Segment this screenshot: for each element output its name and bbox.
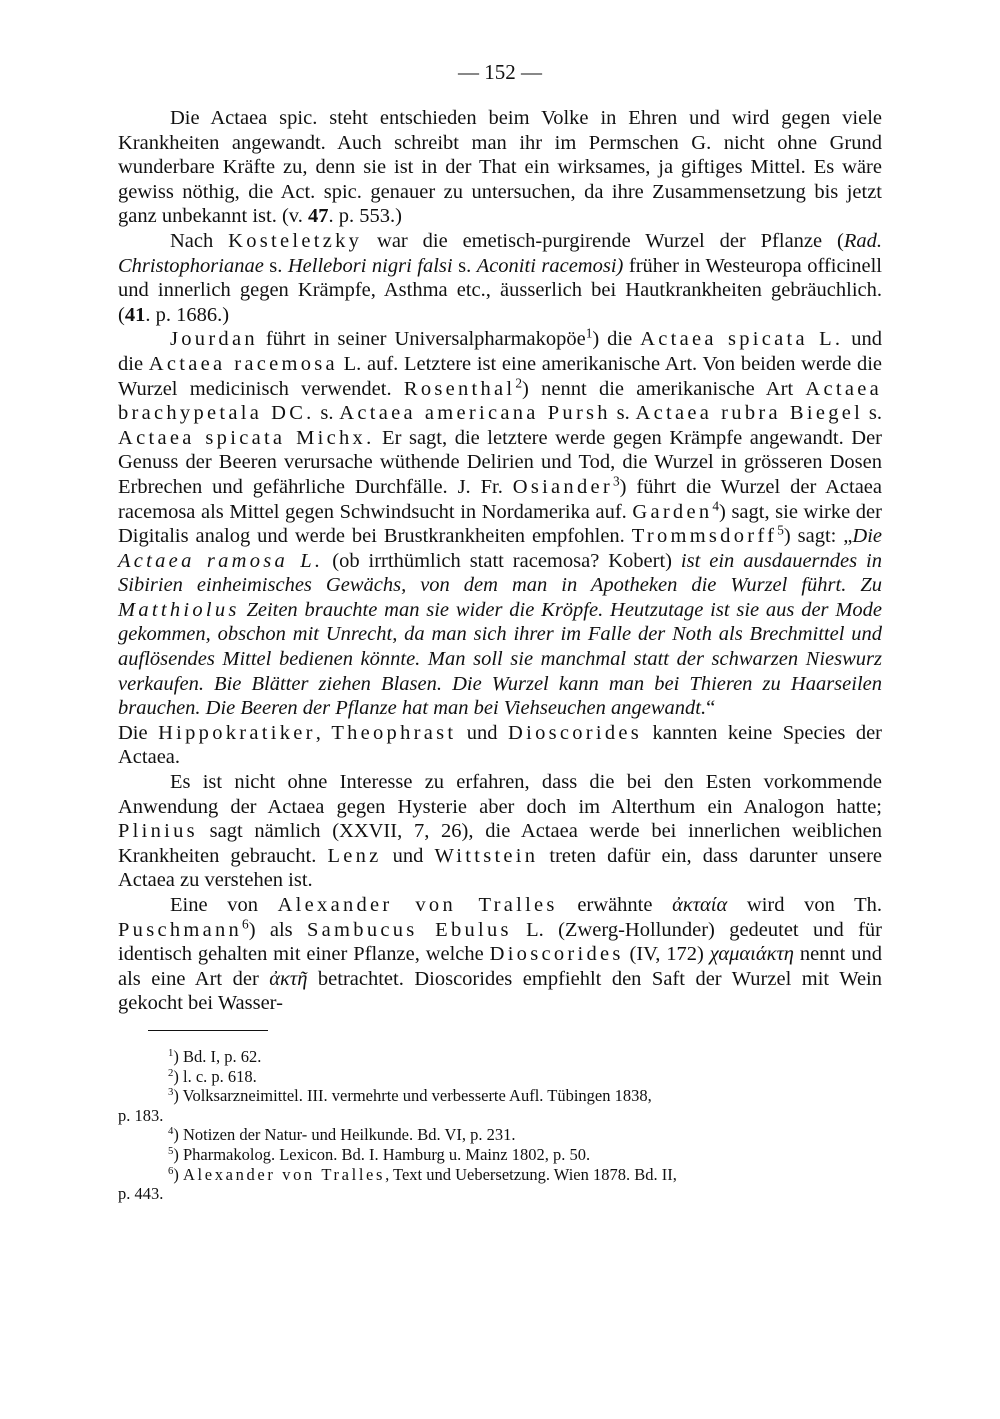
paragraph-3 [118,327,882,721]
page-number: — 152 — [458,60,542,84]
footnote-continuation: p. 443. [118,1184,164,1204]
text: L. (Zwerg-Hollunder) gedeutet und für identisch gehalten mit einer Pflanze, welche [118,918,882,966]
footnote-number: 2 [168,1066,174,1079]
footnote-number: 3 [168,1086,174,1099]
footnote-marker: 2 [515,375,523,391]
author-name: Plinius [118,820,198,843]
author-name: Theophrast [331,721,457,744]
footnote-text: ) Bd. I, p. 62. [173,1046,262,1066]
species-name: Actaea spicata Michx. [118,426,375,449]
text: war die emetisch-purgirende Wurzel der Pflanze ( [362,229,844,252]
species-name: Actaea ramosa L. [118,549,324,572]
text: führt in seiner Universalpharmakopöe [257,328,586,351]
reference-number: 47 [307,205,329,228]
author-name: Alexander von Tralles [182,1164,386,1184]
text: kannten keine Species der Actaea. [118,721,882,769]
text: s. [314,402,340,425]
author-name: Jourdan [170,328,258,351]
text: (IV, 172) [623,943,710,966]
species-name: Actaea americana Pursh [339,402,611,425]
author-name: Rosenthal [403,377,516,400]
greek-word: ἀκτῆ [269,967,308,990]
text: ) nennt die amerikanische Art [522,377,806,400]
greek-word: χαμαιάκτη [709,943,794,966]
latin-name: Rad. Christophorianae [118,229,882,277]
footnote [118,1047,882,1067]
latin-name: Aconiti racemosi) [476,254,624,277]
author-name: Hippokratiker [158,721,316,744]
species-name: Actaea rubra Biegel [635,402,864,425]
text: Er sagt, die letztere werde gegen Krämpfe angewandt. Der Genuss der Beeren verursache wüthende Delirien und Tod, die Wurzel in grösseren Dosen Erbrechen und gefährliche Durchfälle. J. Fr. [118,426,882,498]
author-name: Kosteletzky [228,229,363,252]
text: erwähnte [557,894,673,916]
greek-word: ἀκταία [672,894,728,916]
footnote [118,1067,882,1087]
author-name: Osiander [512,475,613,498]
footnote [118,1145,882,1165]
footnote-continuation: p. 183. [118,1105,164,1125]
text: s. [452,254,477,277]
author-name: Dioscorides [489,943,624,966]
text: treten dafür ein, dass darunter unsere Actaea zu verstehen ist. [118,844,882,892]
footnote-number: 6 [168,1164,174,1177]
text: ) sagt: „ [783,525,853,548]
quoted-text: Die [852,525,882,548]
latin-name: Hellebori nigri falsi [287,254,453,277]
author-name: Trommsdorff [631,525,778,548]
text: früher in Westeuropa officinell und innerlich gegen Krämpfe, Asthma etc., äusserlich bei Hautkrankheiten gebräuchlich. ( [118,254,882,326]
text: . p. 553.) [328,205,402,228]
main-text [118,106,882,1016]
text: “ [706,697,716,720]
text: Eine von [170,894,278,916]
text: , [315,721,332,744]
author-name: Dioscorides [508,721,643,744]
text: (ob irrthümlich statt racemosa? Kobert) [323,549,681,572]
text: sagt nämlich (XXVII, 7, 26), die Actaea werde bei innerlichen weiblichen Krankheiten gebraucht. [118,820,882,867]
text: Es ist nicht ohne Interesse zu erfahren, dass die bei den Esten vorkommende Anwendung der Actaea gegen Hysterie aber doch im Alterthum ein Analogon hatte; [118,771,882,818]
paragraph-5 [118,770,882,893]
footnote [118,1125,882,1145]
text: und die [118,328,883,375]
footnote-number: 4 [168,1125,174,1138]
text: und [381,844,435,867]
paragraph-4 [118,721,882,770]
text: ) sagt, sie wirke der Digitalis analog und werde bei Brustkrankheiten empfohlen. [118,500,882,548]
footnote-text: , Text und Uebersetzung. Wien 1878. Bd. II, [385,1164,677,1184]
paragraph-1 [118,106,882,229]
footnote-marker: 6 [242,916,249,932]
species-name: Sambucus Ebulus [307,918,512,941]
text: s. [610,402,636,425]
text: Die [118,721,159,744]
footnote-text: ) Pharmakolog. Lexicon. Bd. I. Hamburg u. Mainz 1802, p. 50. [173,1144,591,1164]
species-name: Actaea racemosa [148,352,338,375]
footnote-separator [148,1030,268,1031]
footnotes [118,1047,882,1204]
text: s. [863,402,882,425]
footnote-marker: 5 [777,522,784,538]
quoted-text: Zeiten brauchte man sie wider die Kröpfe. Heutzutage ist sie aus der Mode gekommen, obschon mit Unrecht, da man sich ihrer im Falle der Noth als Brechmittel und auflösendes Mittel bedienen könnte. Man soll sie manchmal statt der schwarzen Nieswurz verkaufen. Bie Blätter ziehen Blasen. Die Wurzel kann man bei Thieren zu Haarseilen brauchen. Die Beeren der Pflanze hat man bei Viehseuchen angewandt. [118,598,882,720]
text: . p. 1686.) [145,303,230,326]
author-name: Alexander von Tralles [277,894,558,916]
footnote-marker: 1 [585,326,593,342]
text: s. [263,254,288,277]
reference-number: 41 [124,303,146,326]
text: ) als [248,918,307,941]
footnote [118,1086,882,1106]
author-name: Matthiolus [118,598,240,621]
text: L. auf. Letztere ist eine amerikanische Art. Von beiden werde die Wurzel medicinisch verwendet. [118,352,882,400]
footnote-marker: 4 [712,498,720,514]
author-name: Lenz [327,844,382,867]
species-name: Actaea spicata L. [640,328,844,351]
text: ) die [592,328,641,351]
author-name: Puschmann [118,918,243,941]
footnote-number: 1 [168,1047,174,1060]
text: ) führt die Wurzel der Actaea racemosa als Mittel gegen Schwindsucht in Nordamerika auf. [118,475,882,523]
text: wird von Th. [727,894,883,916]
text: Die Actaea spic. steht entschieden beim Volke in Ehren und wird gegen viele Krankheiten angewandt. Auch schreibt man ihr im Permschen G. nicht ohne Grund wunderbare Kräfte zu, denn sie ist in der That ein wirksames, ja giftiges Mittel. Es wäre gewiss nöthig, die Act. spic. genauer zu untersuchen, da ihre Zusammensetzung bis jetzt ganz unbekannt ist. (v. [118,107,882,228]
text: Nach [170,229,229,252]
footnote-marker: 3 [612,473,620,489]
text: nennt und als eine Art der [118,943,882,990]
footnote-text: ) Notizen der Natur- und Heilkunde. Bd. VI, p. 231. [173,1125,516,1145]
footnote-text: ) l. c. p. 618. [173,1066,257,1086]
footnote-number: 5 [168,1145,174,1158]
footnote-text: ) [173,1164,183,1184]
footnote [118,1165,882,1185]
author-name: Garden [632,500,713,523]
species-name: Actaea brachypetala DC. [118,377,882,425]
paragraph-6 [118,893,882,1016]
text: betrachtet. Dioscorides empfiehlt den Saft der Wurzel mit Wein gekocht bei Wasser- [118,967,882,1015]
quoted-text: ist ein ausdauerndes in Sibirien einheimisches Gewächs, von dem man in Apotheken die Wurzel führt. Zu [118,549,882,597]
footnote-text: ) Volksarzneimittel. III. vermehrte und verbesserte Aufl. Tübingen 1838, [173,1086,652,1106]
text: und [456,721,509,744]
author-name: Wittstein [434,844,539,867]
paragraph-2 [118,229,882,327]
